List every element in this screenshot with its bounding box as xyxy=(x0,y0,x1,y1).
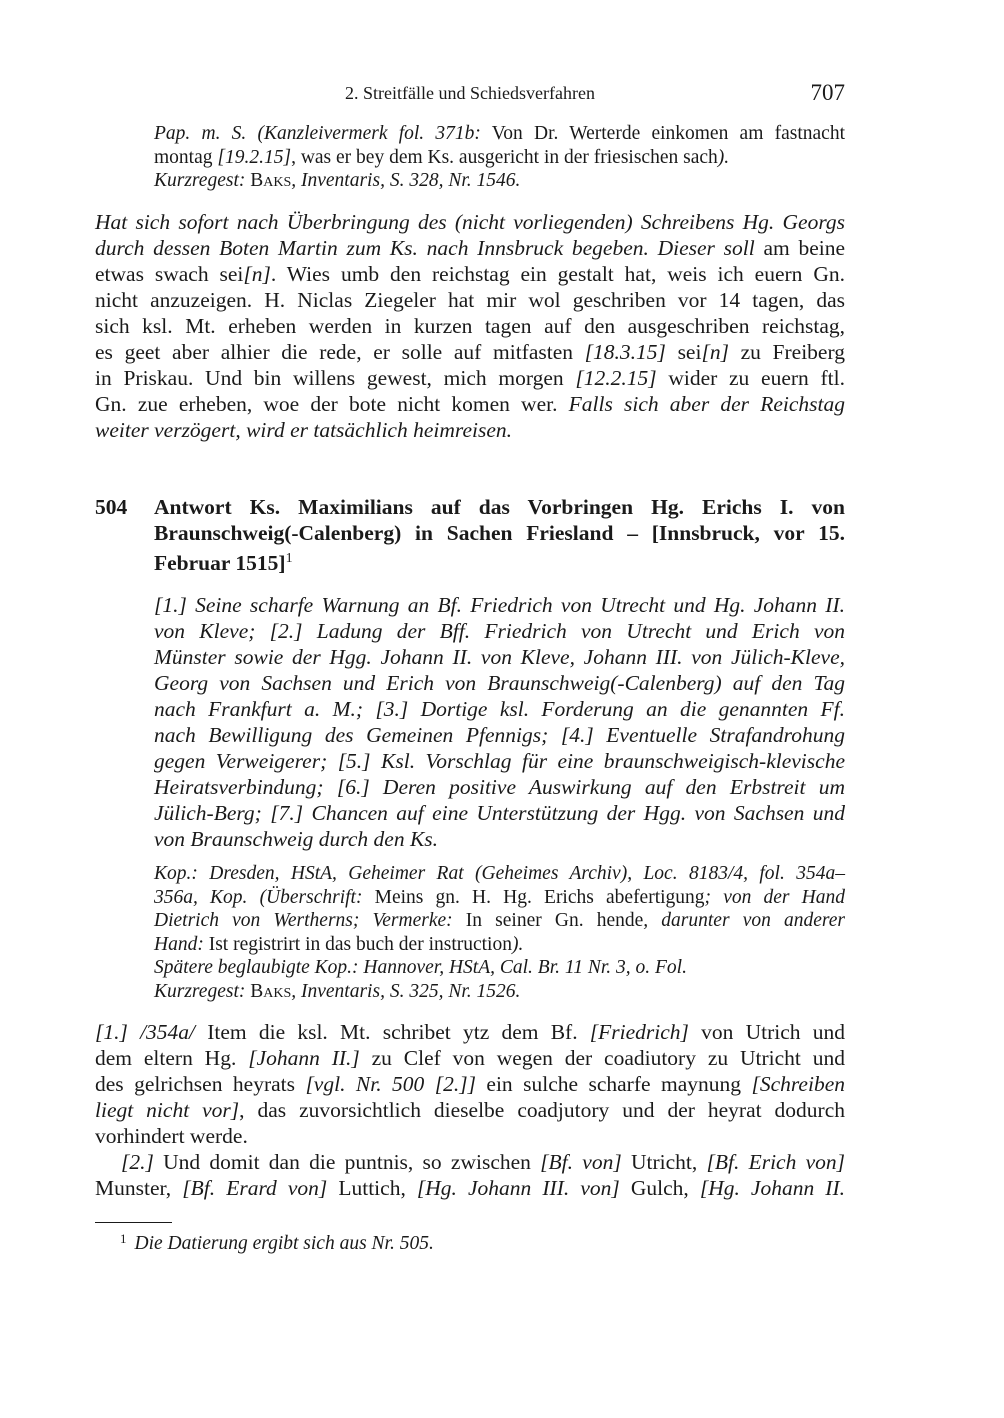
text-line: sich ksl. Mt. erheben werden in kurzen tagen auf den ausgeschriben reichstag, xyxy=(95,314,845,338)
text-line: Gn. zue erheben, woe der bote nicht komen wer. Falls sich aber der Reichstag xyxy=(95,392,845,416)
document-summary xyxy=(154,592,845,852)
source-line: Hand: Ist registrirt in das buch der instruction). xyxy=(154,933,524,955)
running-title: 2. Streitfälle und Schiedsverfahren xyxy=(345,83,595,103)
summary-line: nach Bewilligung des Gemeinen Pfennigs; [4.] Eventuelle Strafandrohung xyxy=(154,723,845,747)
summary-line: nach Frankfurt a. M.; [3.] Dortige ksl. Forderung an die genannten Ff. xyxy=(154,697,845,721)
document-heading xyxy=(95,494,845,574)
text-line: Hat sich sofort nach Überbringung des (nicht vorliegenden) Schreibens Hg. Georgs xyxy=(95,210,845,234)
text-line: dem eltern Hg. [Johann II.] zu Clef von wegen der coadiutory zu Utricht und xyxy=(95,1046,845,1070)
summary-line: von Braunschweig durch den Ks. xyxy=(154,827,439,851)
document-title: Antwort Ks. Maximilians auf das Vorbringen Hg. Erichs I. von Braunschweig(-Calenberg) in Sachen Friesland – [Innsbruck, vor 15. Februar 1515]$^1$ xyxy=(154,495,845,576)
summary-line: Heiratsverbindung; [6.] Deren positive Auswirkung auf den Erbstreit um xyxy=(154,775,845,799)
text-line: liegt nicht vor], das zuvorsichtlich dieselbe coadjutory und der heyrat dodurch xyxy=(95,1098,845,1122)
source-line: Kop.: Dresden, HStA, Geheimer Rat (Geheimes Archiv), Loc. 8183/4, fol. 354a– xyxy=(154,863,845,884)
summary-line: Georg von Sachsen und Erich von Braunschweig(-Calenberg) auf den Tag xyxy=(154,671,845,695)
page-number: 707 xyxy=(810,80,845,105)
footnote xyxy=(120,1227,434,1256)
text-line: nicht anzuzeigen. H. Niclas Ziegeler hat mir wol geschriben vor 14 tagen, das xyxy=(95,288,845,312)
document-body-text xyxy=(95,1019,845,1201)
source-line: Spätere beglaubigte Kop.: Hannover, HStA, Cal. Br. 11 Nr. 3, o. Fol. xyxy=(154,957,687,978)
text-line: Munster, [Bf. Erard von] Luttich, [Hg. Johann III. von] Gulch, [Hg. Johann II. xyxy=(95,1176,845,1200)
footnote-rule xyxy=(95,1222,172,1223)
summary-line: von Kleve; [2.] Ladung der Bff. Friedrich von Utrecht und Erich von xyxy=(154,619,845,643)
text-line: durch dessen Boten Martin zum Ks. nach Innsbruck begeben. Dieser soll am beine xyxy=(95,236,845,260)
running-header xyxy=(95,80,845,108)
text-line: weiter verzögert, wird er tatsächlich heimreisen. xyxy=(95,418,512,442)
text-line: [2.] Und domit dan die puntnis, so zwischen [Bf. von] Utricht, [Bf. Erich von] xyxy=(121,1150,845,1174)
source-line: montag [19.2.15], was er bey dem Ks. ausgericht in der friesischen sach). xyxy=(154,146,730,168)
footnote-marker: 1 xyxy=(285,551,293,566)
text-line: [1.] /354a/ Item die ksl. Mt. schribet ytz dem Bf. [Friedrich] von Utrich und xyxy=(95,1020,845,1044)
text-line: es geet aber alhier die rede, er solle auf mitfasten [18.3.15] sei[n] zu Freiberg xyxy=(95,340,845,364)
source-line: Pap. m. S. (Kanzleivermerk fol. 371b: Von Dr. Werterde einkomen am fastnacht xyxy=(154,123,845,144)
text-line: etwas swach sei[n]. Wies umb den reichstag ein gestalt hat, weis ich euern Gn. xyxy=(95,262,845,286)
source-line: 356a, Kop. (Überschrift: Meins gn. H. Hg. Erichs abefertigung; von der Hand xyxy=(154,886,845,908)
text-line: in Priskau. Und bin willens gewest, mich morgen [12.2.15] wider zu euern ftl. xyxy=(95,366,845,390)
source-line: Kurzregest: Baks, Inventaris, S. 325, Nr. 1526. xyxy=(154,980,521,1002)
prev-body-text xyxy=(95,209,845,443)
source-line: Kurzregest: Baks, Inventaris, S. 328, Nr. 1546. xyxy=(154,170,521,191)
document-number: 504 xyxy=(95,495,128,519)
source-line: Dietrich von Wertherns; Vermerke: In seiner Gn. hende, darunter von anderer xyxy=(154,910,845,931)
summary-line: Jülich-Berg; [7.] Chancen auf eine Unterstützung der Hgg. von Sachsen und xyxy=(154,801,845,825)
prev-source-notes xyxy=(154,122,845,193)
summary-line: Münster sowie der Hgg. Johann II. von Kleve, Johann III. von Jülich-Kleve, xyxy=(154,645,845,669)
text-line: des gelrichsen heyrats [vgl. Nr. 500 [2.]] ein sulche scharfe maynung [Schreiben xyxy=(95,1072,845,1096)
footnote-text: Die Datierung ergibt sich aus Nr. 505. xyxy=(134,1233,434,1254)
text-line: vorhindert werde. xyxy=(95,1124,248,1148)
summary-line: gegen Verweigerer; [5.] Ksl. Vorschlag für eine braunschweigisch-klevische xyxy=(154,749,845,773)
summary-line: [1.] Seine scharfe Warnung an Bf. Friedrich von Utrecht und Hg. Johann II. xyxy=(154,593,845,617)
footnote-number: 1 xyxy=(120,1231,127,1246)
document-source-notes xyxy=(154,862,845,1003)
